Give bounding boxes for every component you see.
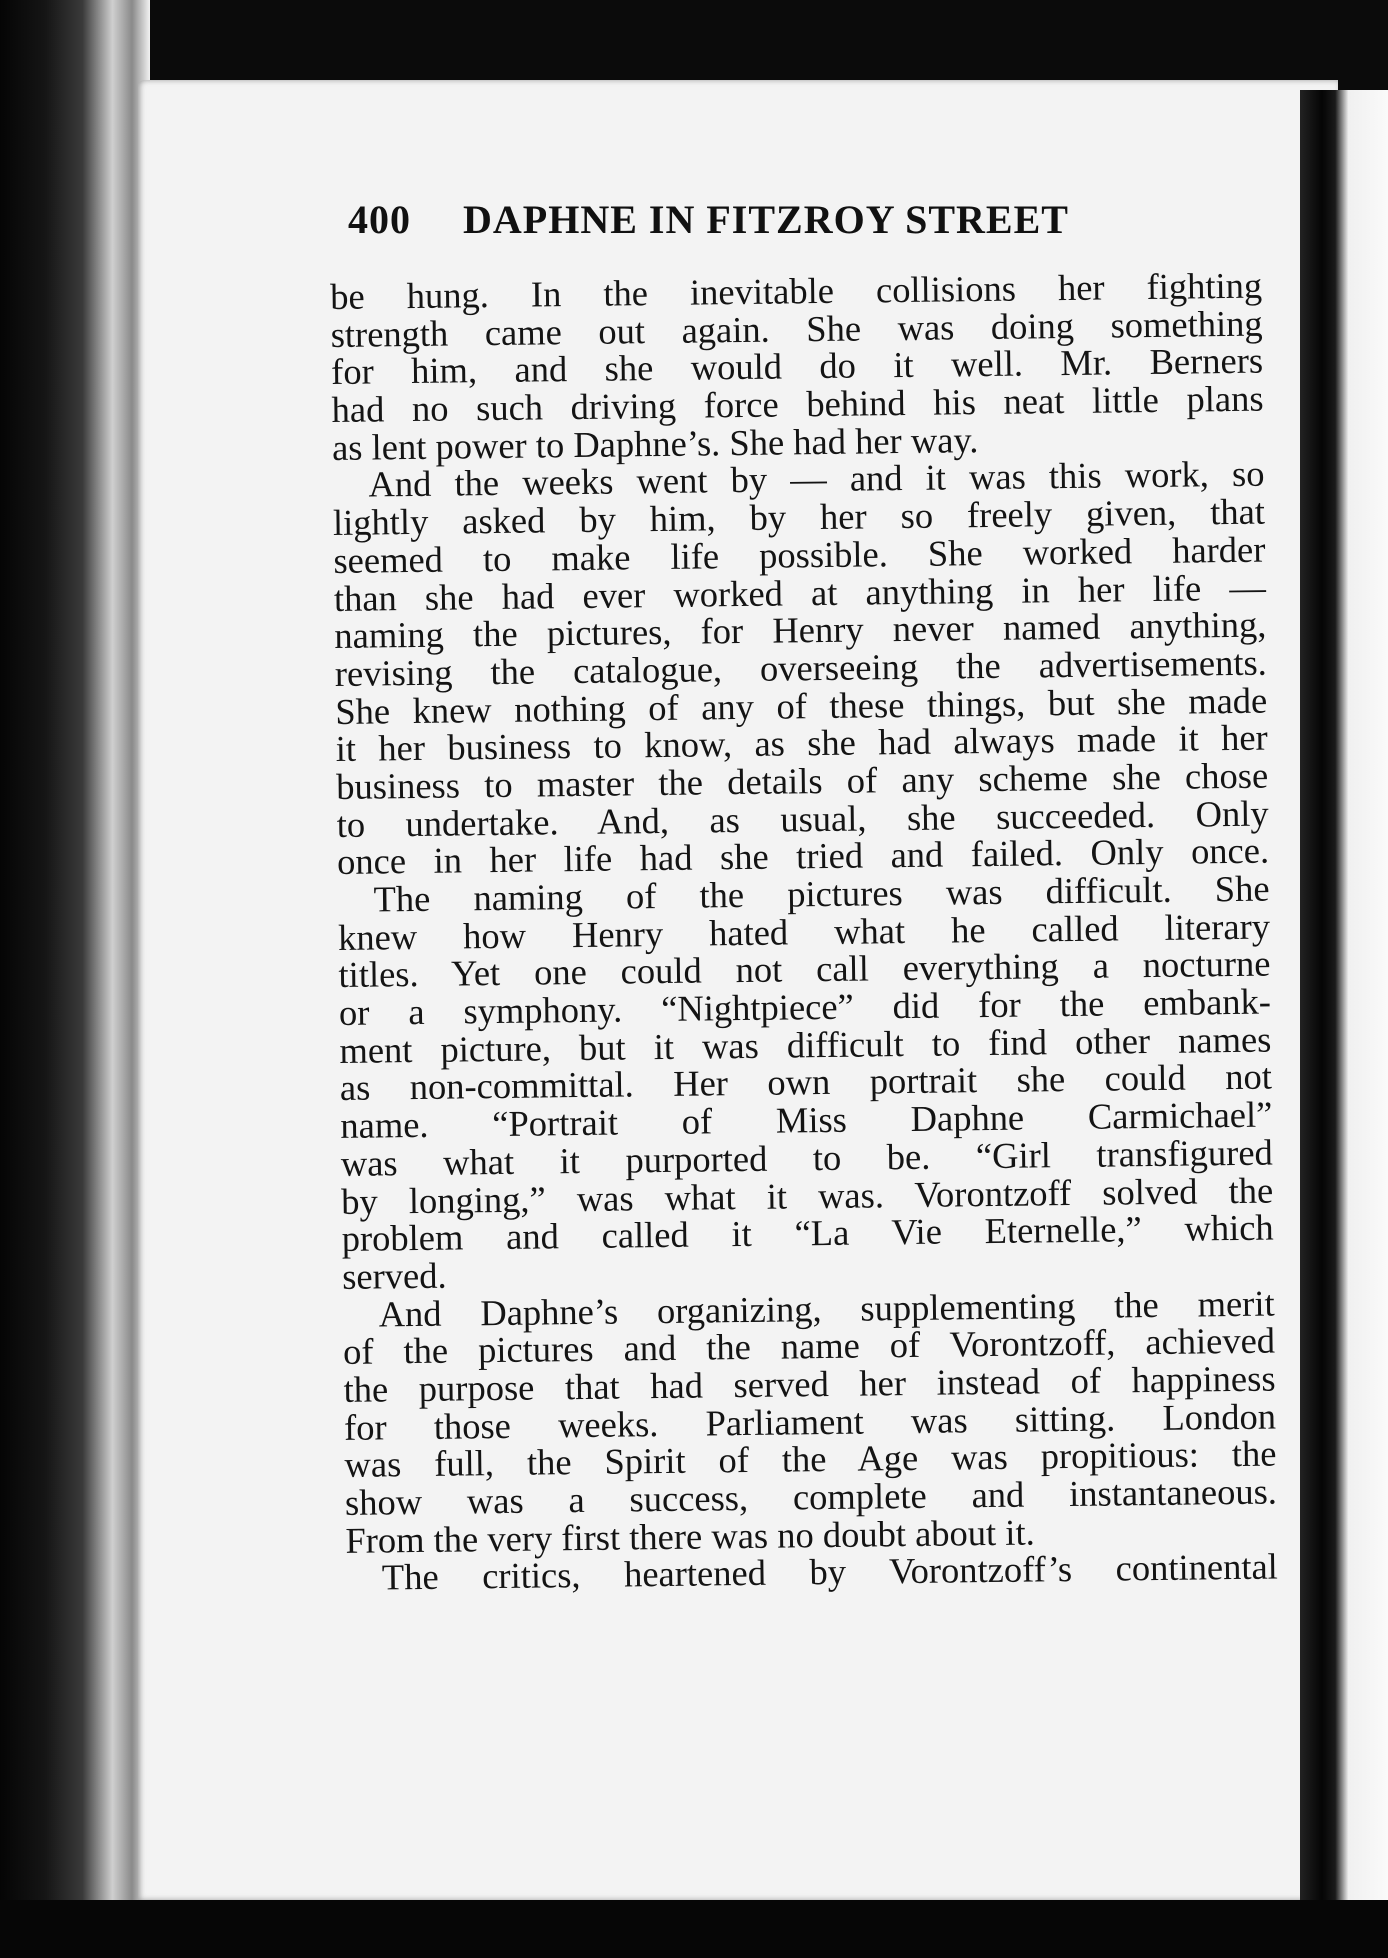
page-number: 400	[348, 197, 411, 242]
text-line: be hung. In the inevitable collisions her fighting	[329, 264, 1263, 317]
text-line: of the pictures and the name of Vorontzoff, achieved	[342, 1319, 1276, 1373]
text-line: served.	[341, 1254, 447, 1297]
text-line: She knew nothing of any of these things, but she made	[335, 679, 1268, 732]
text-line: once in her life had she tried and failed. Only once.	[336, 829, 1270, 883]
text-line: revising the catalogue, overseeing the advertisements.	[334, 641, 1268, 694]
text-line: than she had ever worked at anything in her life —	[333, 566, 1267, 619]
text-line: to undertake. And, as usual, she succeeded. Only	[336, 792, 1269, 845]
text-line: strength came out again. She was doing something	[330, 302, 1263, 355]
text-line: was what it purported to be. “Girl transfigured	[340, 1131, 1273, 1184]
text-line: knew how Henry hated what he called literary	[337, 905, 1271, 958]
text-line: show was a success, complete and instantaneous.	[344, 1470, 1278, 1523]
text-line: From the very first there was no doubt about it.	[345, 1511, 1035, 1561]
text-line: had no such driving force behind his neat little plans	[331, 377, 1264, 431]
text-line: it her business to know, as she had always made it her	[335, 716, 1268, 770]
text-line: And Daphne’s organizing, supplementing the merit	[378, 1282, 1275, 1335]
text-line: The critics, heartened by Vorontzoff’s continental	[381, 1545, 1279, 1598]
text-line: lightly asked by him, by her so freely given, that	[332, 490, 1266, 544]
facing-page-edge	[1300, 90, 1388, 1900]
page-header	[348, 196, 1128, 243]
body-text	[329, 264, 1279, 1598]
text-line: as lent power to Daphne’s. She had her way.	[331, 418, 979, 468]
text-line: by longing,” was what it was. Vorontzoff solved the	[341, 1169, 1274, 1222]
text-line: problem and called it “La Vie Eternelle,” which	[341, 1206, 1274, 1260]
running-head: DAPHNE IN FITZROY STREET	[463, 197, 1069, 242]
text-line: And the weeks went by — and it was this work, so	[368, 453, 1265, 505]
text-line: as non-committal. Her own portrait she could not	[339, 1055, 1273, 1109]
text-line: seemed to make life possible. She worked harder	[333, 528, 1266, 581]
text-line: was full, the Spirit of the Age was propitious: the	[344, 1432, 1277, 1486]
text-line: or a symphony. “Nightpiece” did for the embank-	[338, 980, 1272, 1034]
text-line: business to master the details of any scheme she chose	[335, 754, 1269, 807]
text-line: The naming of the pictures was difficult. She	[373, 867, 1270, 920]
text-line: ment picture, but it was difficult to find other names	[339, 1018, 1272, 1071]
text-line: naming the pictures, for Henry never named anything,	[334, 603, 1267, 657]
text-line: the purpose that had served her instead of happiness	[343, 1357, 1276, 1410]
text-line: for him, and she would do it well. Mr. Berners	[330, 339, 1264, 393]
text-line: for those weeks. Parliament was sitting. London	[343, 1395, 1277, 1448]
book-spine-edge	[0, 0, 150, 1958]
scan-bottom-border	[0, 1900, 1388, 1958]
text-line: name. “Portrait of Miss Daphne Carmichael”	[340, 1093, 1273, 1147]
text-line: titles. Yet one could not call everything a nocturne	[338, 942, 1271, 996]
